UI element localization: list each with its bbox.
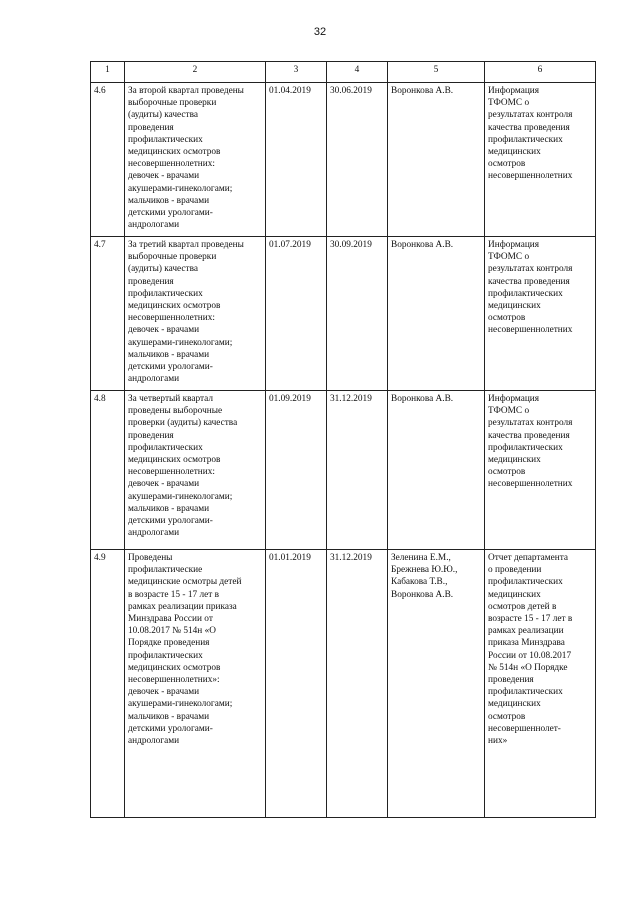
column-header-5: 5 bbox=[388, 62, 485, 83]
table-row bbox=[91, 550, 596, 818]
start-date-cell: 01.04.2019 bbox=[266, 83, 327, 237]
column-header-4: 4 bbox=[327, 62, 388, 83]
column-header-1: 1 bbox=[91, 62, 125, 83]
row-number: 4.9 bbox=[91, 550, 125, 818]
activity-cell: За второй квартал проведены выборочные проверки (аудиты) качества проведения профилактических медицинских осмотров несовершеннолетних: девочек - врачами акушерами-гинекологами; мальчиков - врачами детскими урологами- андрологами bbox=[125, 83, 266, 237]
header-row bbox=[91, 62, 596, 83]
end-date-cell: 30.09.2019 bbox=[327, 237, 388, 391]
column-header-3: 3 bbox=[266, 62, 327, 83]
table-row bbox=[91, 391, 596, 550]
table-row bbox=[91, 83, 596, 237]
page-number: 32 bbox=[313, 26, 327, 38]
start-date-cell: 01.09.2019 bbox=[266, 391, 327, 550]
column-header-6: 6 bbox=[485, 62, 596, 83]
row-number: 4.7 bbox=[91, 237, 125, 391]
plan-table bbox=[90, 61, 596, 818]
result-cell: Отчет департамента о проведении профилактических медицинских осмотров детей в возрасте 15 - 17 лет в рамках реализации приказа Минздрава России от 10.08.2017 № 514н «О Порядке проведения профилактических медицинских осмотров несовершеннолет- них» bbox=[485, 550, 596, 818]
activity-cell: За четвертый квартал проведены выборочные проверки (аудиты) качества проведения профилактических медицинских осмотров несовершеннолетних: девочек - врачами акушерами-гинекологами; мальчиков - врачами детскими урологами- андрологами bbox=[125, 391, 266, 550]
column-header-2: 2 bbox=[125, 62, 266, 83]
responsible-cell: Воронкова А.В. bbox=[388, 83, 485, 237]
table-row bbox=[91, 237, 596, 391]
end-date-cell: 31.12.2019 bbox=[327, 550, 388, 818]
responsible-cell: Воронкова А.В. bbox=[388, 237, 485, 391]
start-date-cell: 01.07.2019 bbox=[266, 237, 327, 391]
result-cell: Информация ТФОМС о результатах контроля качества проведения профилактических медицинских осмотров несовершеннолетних bbox=[485, 237, 596, 391]
responsible-cell: Зеленина Е.М., Брежнева Ю.Ю., Кабакова Т.В., Воронкова А.В. bbox=[388, 550, 485, 818]
result-cell: Информация ТФОМС о результатах контроля качества проведения профилактических медицинских осмотров несовершеннолетних bbox=[485, 83, 596, 237]
activity-cell: За третий квартал проведены выборочные проверки (аудиты) качества проведения профилактических медицинских осмотров несовершеннолетних: девочек - врачами акушерами-гинекологами; мальчиков - врачами детскими урологами- андрологами bbox=[125, 237, 266, 391]
end-date-cell: 31.12.2019 bbox=[327, 391, 388, 550]
row-number: 4.8 bbox=[91, 391, 125, 550]
row-number: 4.6 bbox=[91, 83, 125, 237]
activity-cell: Проведены профилактические медицинские осмотры детей в возрасте 15 - 17 лет в рамках реализации приказа Минздрава России от 10.08.2017 № 514н «О Порядке проведения профилактических медицинских осмотров несовершеннолетних»: девочек - врачами акушерами-гинекологами; мальчиков - врачами детскими урологами- андрологами bbox=[125, 550, 266, 818]
end-date-cell: 30.06.2019 bbox=[327, 83, 388, 237]
start-date-cell: 01.01.2019 bbox=[266, 550, 327, 818]
responsible-cell: Воронкова А.В. bbox=[388, 391, 485, 550]
result-cell: Информация ТФОМС о результатах контроля качества проведения профилактических медицинских осмотров несовершеннолетних bbox=[485, 391, 596, 550]
